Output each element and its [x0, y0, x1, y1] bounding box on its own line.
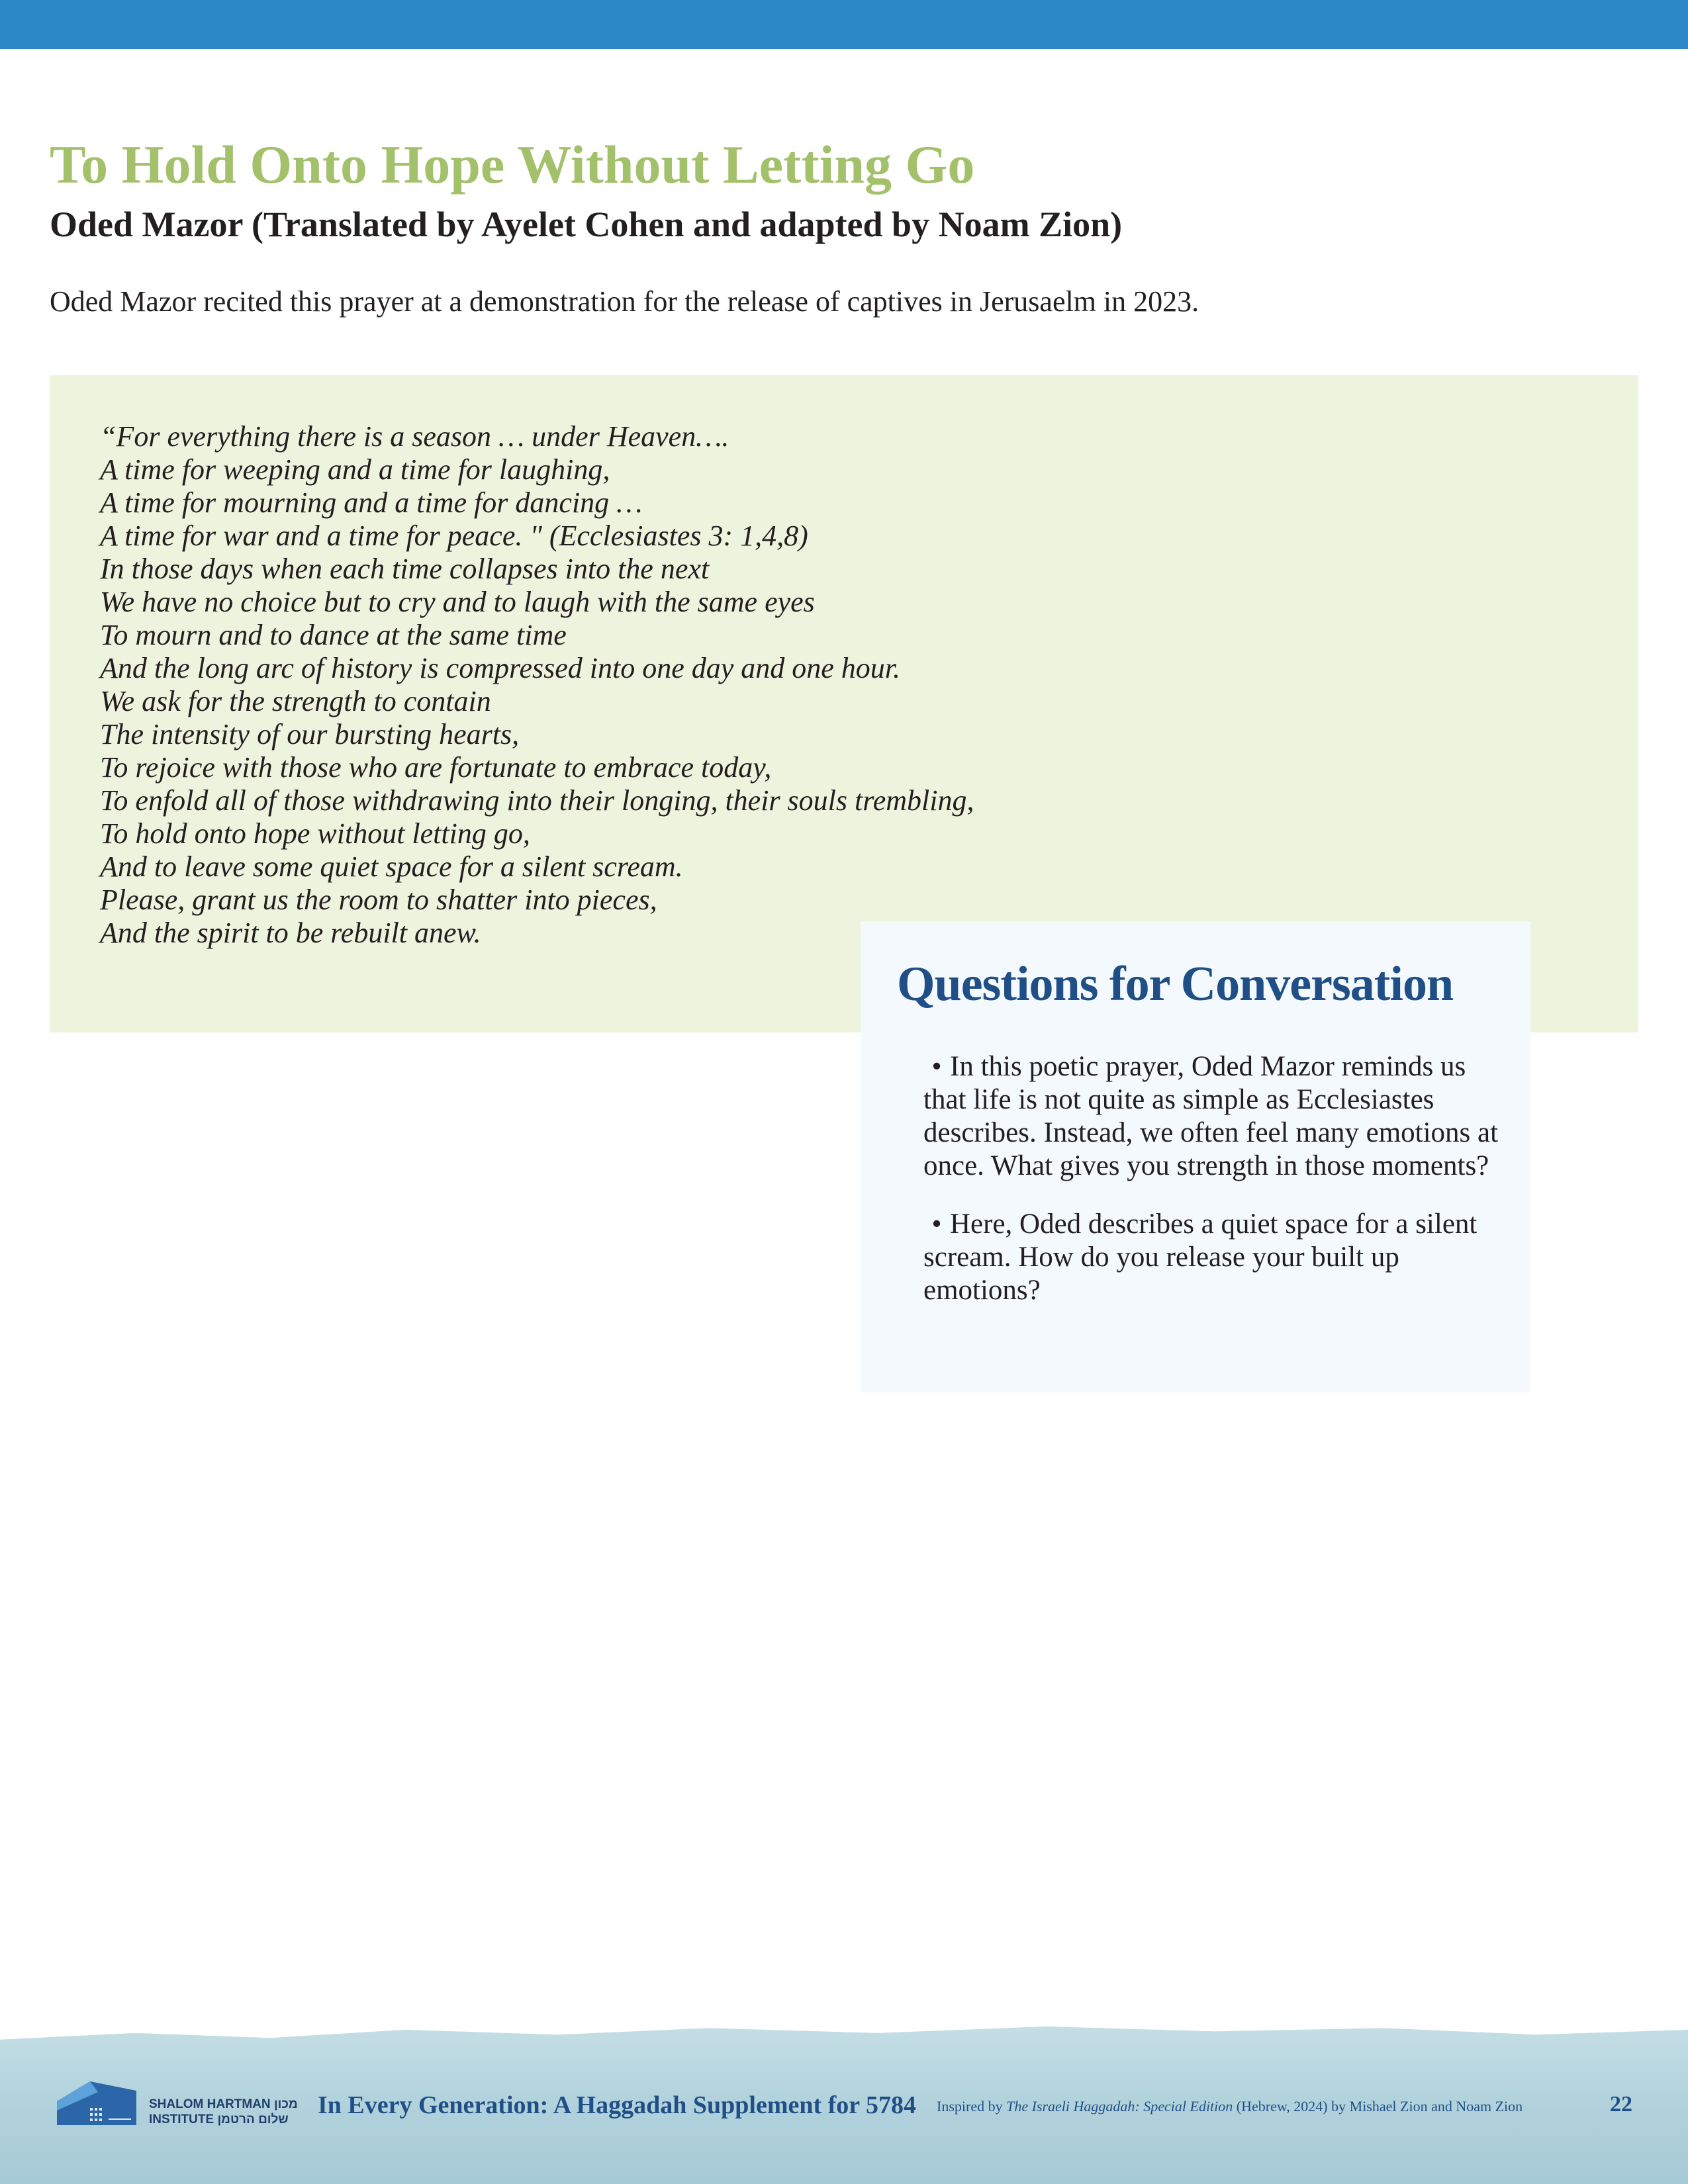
poem-line: And to leave some quiet space for a silent scream. — [100, 850, 683, 883]
author-credit: Oded Mazor (Translated by Ayelet Cohen and adapted by Noam Zion) — [50, 205, 1123, 244]
poem-line: The intensity of our bursting hearts, — [100, 718, 520, 751]
intro-paragraph: Oded Mazor recited this prayer at a demonstration for the release of captives in Jerusaelm in 2023. — [50, 285, 1199, 318]
footer-credit: Inspired by The Israeli Haggadah: Special Edition (Hebrew, 2024) by Mishael Zion and Noam Zion — [937, 2098, 1523, 2115]
page-title: To Hold Onto Hope Without Letting Go — [50, 134, 975, 195]
questions-list — [923, 1050, 1506, 1332]
poem-line: And the long arc of history is compressed into one day and one hour. — [100, 652, 901, 684]
questions-panel — [861, 921, 1530, 1392]
poem-line: Please, grant us the room to shatter into pieces, — [100, 884, 657, 916]
poem-line: A time for war and a time for peace. " (Ecclesiastes 3: 1,4,8) — [100, 520, 808, 552]
bullet-icon: • — [931, 1208, 942, 1240]
poem-line: We ask for the strength to contain — [100, 685, 491, 717]
question-item — [923, 1050, 1506, 1183]
poem-line: In those days when each time collapses into the next — [100, 553, 710, 585]
poem-line: And the spirit to be rebuilt anew. — [100, 917, 481, 949]
bullet-icon: • — [931, 1051, 942, 1082]
poem-line: A time for weeping and a time for laughing, — [100, 453, 610, 486]
top-color-bar — [0, 0, 1688, 49]
question-text: Here, Oded describes a quiet space for a silent scream. How do you release your built up emotions? — [923, 1208, 1477, 1306]
question-text: In this poetic prayer, Oded Mazor reminds us that life is not quite as simple as Ecclesiastes describes. Instead, we often feel many emotions at once. What gives you strength in those moments? — [923, 1051, 1499, 1181]
poem-line: We have no choice but to cry and to laugh with the same eyes — [100, 586, 815, 618]
poem-line: To hold onto hope without letting go, — [100, 817, 530, 850]
page-number: 22 — [1610, 2092, 1632, 2116]
poem-lines — [100, 420, 974, 950]
poem-line: To mourn and to dance at the same time — [100, 619, 567, 651]
publication-title: In Every Generation: A Haggadah Supplement for 5784 — [318, 2091, 916, 2119]
institute-name: SHALOM HARTMAN מכון INSTITUTE שלום הרטמן — [149, 2097, 298, 2126]
poem-line: To rejoice with those who are fortunate to embrace today, — [100, 751, 772, 784]
poem-line: To enfold all of those withdrawing into their longing, their souls trembling, — [100, 784, 974, 817]
poem-line: “For everything there is a season … under Heaven…. — [100, 420, 729, 453]
question-item — [923, 1208, 1506, 1307]
poem-line: A time for mourning and a time for dancing … — [100, 486, 643, 519]
questions-heading: Questions for Conversation — [897, 957, 1454, 1011]
institute-logo-icon — [57, 2081, 143, 2128]
